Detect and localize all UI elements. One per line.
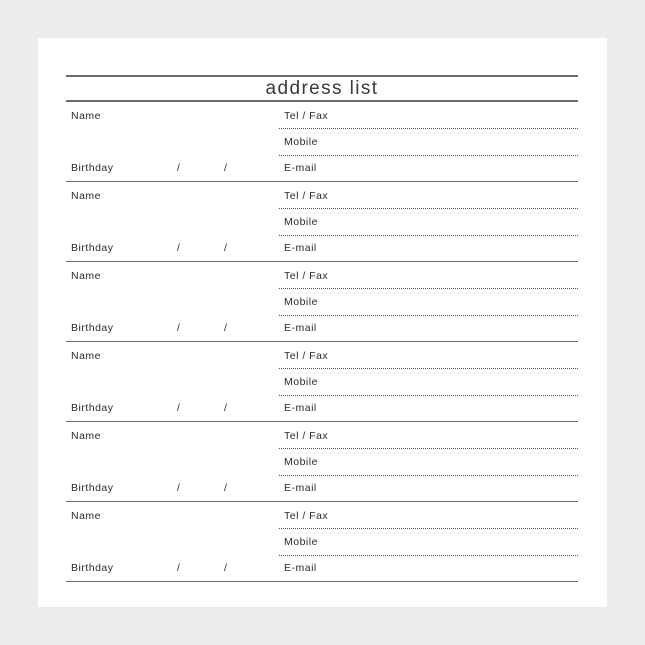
email-label: E-mail	[284, 562, 317, 574]
name-label: Name	[71, 270, 102, 282]
birthday-separator: /	[224, 562, 228, 574]
address-list-page	[38, 38, 607, 607]
name-label: Name	[71, 110, 102, 122]
dotted-divider	[279, 128, 578, 129]
birthday-separator: /	[177, 162, 181, 174]
email-label: E-mail	[284, 402, 317, 414]
birthday-label: Birthday	[71, 242, 114, 254]
mobile-label: Mobile	[284, 536, 318, 548]
tel-fax-label: Tel / Fax	[284, 270, 329, 282]
birthday-label: Birthday	[71, 562, 114, 574]
birthday-separator: /	[224, 242, 228, 254]
mobile-label: Mobile	[284, 216, 318, 228]
email-label: E-mail	[284, 322, 317, 334]
name-label: Name	[71, 190, 102, 202]
birthday-separator: /	[177, 562, 181, 574]
birthday-separator: /	[177, 242, 181, 254]
tel-fax-label: Tel / Fax	[284, 190, 329, 202]
tel-fax-label: Tel / Fax	[284, 430, 329, 442]
dotted-divider	[279, 528, 578, 529]
email-label: E-mail	[284, 242, 317, 254]
mobile-label: Mobile	[284, 296, 318, 308]
dotted-divider	[279, 155, 578, 156]
birthday-label: Birthday	[71, 482, 114, 494]
dotted-divider	[279, 288, 578, 289]
address-list-form	[66, 75, 578, 582]
mobile-label: Mobile	[284, 136, 318, 148]
tel-fax-label: Tel / Fax	[284, 350, 329, 362]
birthday-label: Birthday	[71, 162, 114, 174]
name-label: Name	[71, 430, 102, 442]
birthday-separator: /	[224, 482, 228, 494]
address-entries	[66, 102, 578, 582]
birthday-separator: /	[177, 402, 181, 414]
dotted-divider	[279, 475, 578, 476]
name-label: Name	[71, 510, 102, 522]
address-entry	[66, 262, 578, 342]
dotted-divider	[279, 368, 578, 369]
email-label: E-mail	[284, 482, 317, 494]
birthday-separator: /	[224, 322, 228, 334]
dotted-divider	[279, 395, 578, 396]
dotted-divider	[279, 208, 578, 209]
mobile-label: Mobile	[284, 456, 318, 468]
birthday-separator: /	[177, 482, 181, 494]
dotted-divider	[279, 555, 578, 556]
birthday-separator: /	[177, 322, 181, 334]
tel-fax-label: Tel / Fax	[284, 110, 329, 122]
birthday-label: Birthday	[71, 402, 114, 414]
tel-fax-label: Tel / Fax	[284, 510, 329, 522]
birthday-separator: /	[224, 162, 228, 174]
name-label: Name	[71, 350, 102, 362]
birthday-separator: /	[224, 402, 228, 414]
dotted-divider	[279, 448, 578, 449]
address-entry	[66, 502, 578, 582]
mobile-label: Mobile	[284, 376, 318, 388]
address-entry	[66, 182, 578, 262]
dotted-divider	[279, 315, 578, 316]
address-entry	[66, 422, 578, 502]
email-label: E-mail	[284, 162, 317, 174]
address-entry	[66, 102, 578, 182]
page-title: address list	[265, 78, 379, 99]
dotted-divider	[279, 235, 578, 236]
birthday-label: Birthday	[71, 322, 114, 334]
address-entry	[66, 342, 578, 422]
